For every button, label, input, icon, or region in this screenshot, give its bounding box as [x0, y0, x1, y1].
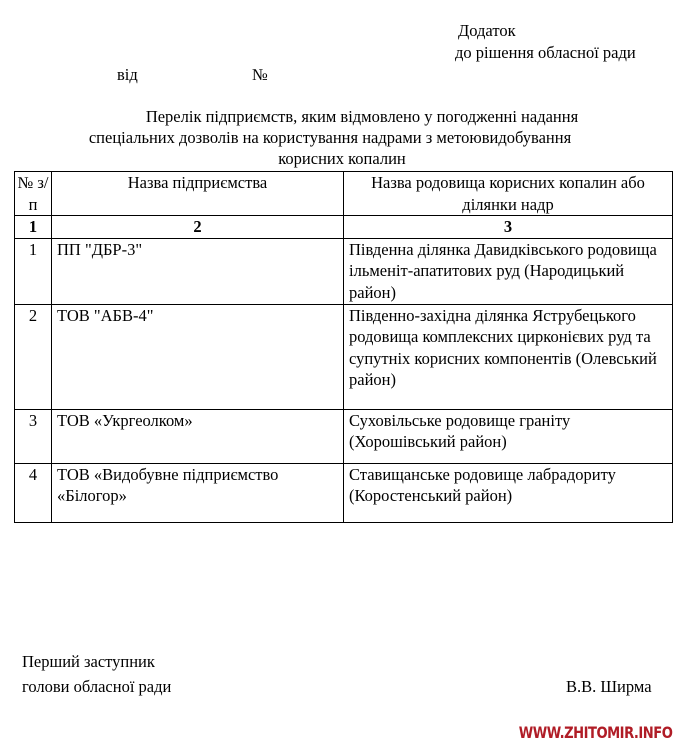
row-number: 2: [15, 304, 52, 409]
number-label: №: [252, 65, 268, 84]
deposit-site: Суховільське родовище граніту (Хорошівський район): [344, 409, 673, 463]
addendum-heading: Додаток: [458, 21, 516, 40]
row-number: 4: [15, 463, 52, 522]
enterprise-name: ТОВ "АБВ-4": [52, 304, 344, 409]
decision-reference: до рішення обласної ради: [455, 43, 636, 62]
table-row: [15, 463, 673, 522]
enterprise-name: ПП "ДБР-3": [52, 238, 344, 304]
signatory-name: В.В. Ширма: [566, 677, 652, 696]
date-label: від: [117, 65, 138, 84]
table-header-row: [15, 172, 673, 216]
header-enterprise: Назва підприємства: [52, 172, 344, 216]
row-number: 1: [15, 238, 52, 304]
enterprise-name: ТОВ «Укргеолком»: [52, 409, 344, 463]
deposit-site: Південно-західна ділянка Яструбецького родовища комплексних цирконієвих руд та супутніх корисних компонентів (Олевський район): [344, 304, 673, 409]
deposit-site: Південна ділянка Давидківського родовища ільменіт-апатитових руд (Народицький район): [344, 238, 673, 304]
document-title-line-3: корисних копалин: [278, 149, 406, 168]
table-row: [15, 238, 673, 304]
column-index-row: [15, 216, 673, 239]
row-number: 3: [15, 409, 52, 463]
enterprise-name: ТОВ «Видобувне підприємство «Білогор»: [52, 463, 344, 522]
document-title-line-2: спеціальних дозволів на користування надрами з метоювидобування: [88, 128, 572, 147]
signatory-position-line-2: голови обласної ради: [22, 677, 172, 696]
column-index: 3: [344, 216, 673, 239]
header-site: Назва родовища корисних копалин або ділянки надр: [344, 172, 673, 216]
enterprises-table: [14, 171, 673, 523]
column-index: 1: [15, 216, 52, 239]
deposit-site: Ставищанське родовище лабрадориту (Коростенський район): [344, 463, 673, 522]
header-number: № з/п: [15, 172, 52, 216]
column-index: 2: [52, 216, 344, 239]
table-row: [15, 409, 673, 463]
table-row: [15, 304, 673, 409]
site-watermark: WWW.ZHITOMIR.INFO: [518, 723, 672, 742]
document-title-line-1: Перелік підприємств, яким відмовлено у погодженні надання: [145, 107, 579, 126]
signatory-position-line-1: Перший заступник: [22, 652, 155, 671]
